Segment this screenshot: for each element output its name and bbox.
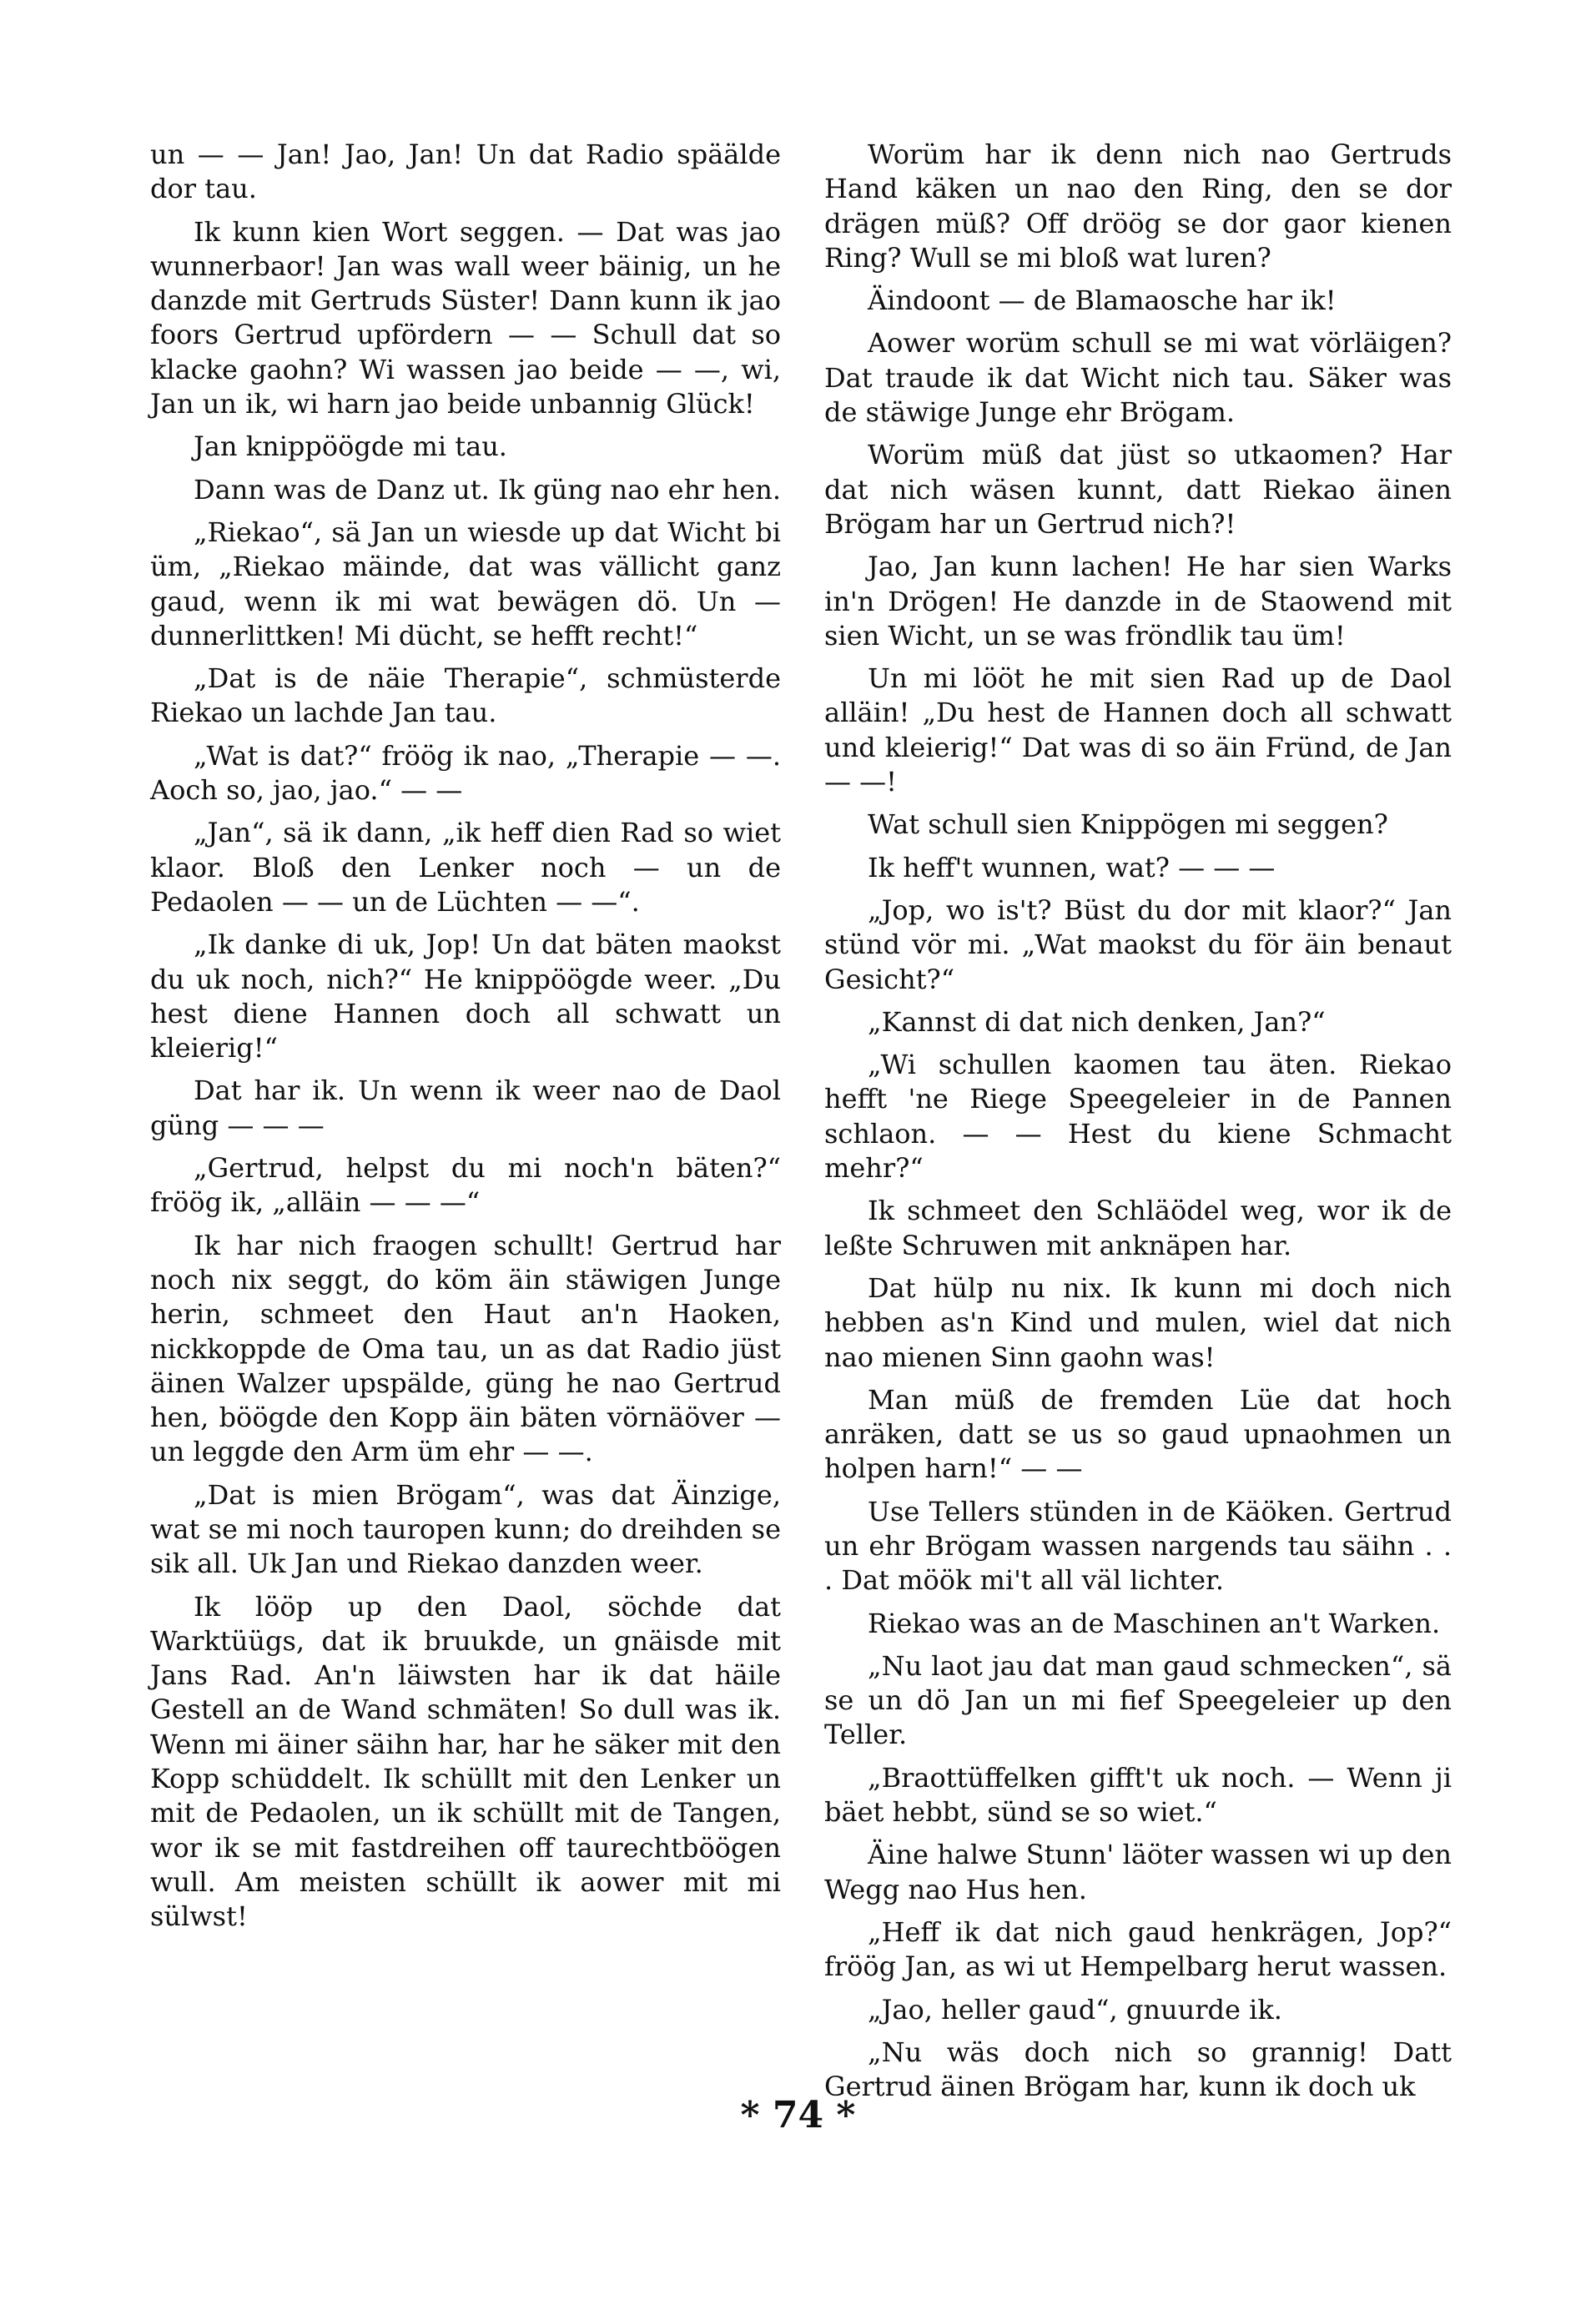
paragraph: Dat har ik. Un wenn ik weer nao de Daol güng — — — — [150, 1074, 781, 1141]
left-text-column — [150, 138, 781, 1943]
paragraph: Worüm har ik denn nich nao Gertruds Hand käken un nao den Ring, den se dor drägen müß? Off dröög se dor gaor kienen Ring? Wull se mi bloß wat luren? — [824, 138, 1452, 274]
paragraph: „Jop, wo is't? Büst du dor mit klaor?“ Jan stünd vör mi. „Wat maokst du för äin benaut Gesicht?“ — [824, 893, 1452, 995]
paragraph: „Nu wäs doch nich so grannig! Datt Gertrud äinen Brögam har, kunn ik doch uk — [824, 2036, 1452, 2103]
paragraph: „Nu laot jau dat man gaud schmecken“, sä se un dö Jan un mi fief Speegeleier up den Teller. — [824, 1649, 1452, 1751]
paragraph: „Heff ik dat nich gaud henkrägen, Jop?“ fröög Jan, as wi ut Hempelbarg herut wassen. — [824, 1915, 1452, 1983]
paragraph: Jao, Jan kunn lachen! He har sien Warks in'n Drögen! He danzde in de Staowend mit sien Wicht, un se was fröndlik tau üm! — [824, 551, 1452, 652]
paragraph: Riekao was an de Maschinen an't Warken. — [868, 1607, 1441, 1639]
paragraph: Jan knippöögde mi tau. — [194, 430, 507, 463]
paragraph: „Gertrud, helpst du mi noch'n bäten?“ fröög ik, „alläin — — —“ — [150, 1152, 781, 1219]
paragraph: Worüm müß dat jüst so utkaomen? Har dat nich wäsen kunnt, datt Riekao äinen Brögam har un Gertrud nich?! — [824, 439, 1452, 540]
paragraph: Un mi lööt he mit sien Rad up de Daol alläin! „Du hest de Hannen doch all schwatt und kleierig!“ Dat was di so äin Fründ, de Jan — —! — [824, 662, 1452, 798]
paragraph: „Braottüffelken gifft't uk noch. — Wenn ji bäet hebbt, sünd se so wiet.“ — [824, 1761, 1452, 1829]
paragraph: „Wat is dat?“ fröög ik nao, „Therapie — —. Aoch so, jao, jao.“ — — — [150, 739, 781, 807]
paragraph: Use Tellers stünden in de Käöken. Gertrud un ehr Brögam wassen nargends tau säihn . . . Dat möök mi't all väl lichter. — [824, 1495, 1452, 1597]
paragraph: Ik kunn kien Wort seggen. — Dat was jao wunnerbaor! Jan was wall weer bäinig, un he danzde mit Gertruds Süster! Dann kunn ik jao foors Gertrud upfördern — — Schull dat so klacke gaohn? Wi wassen jao beide — —, wi, Jan un ik, wi harn jao beide unbannig Glück! — [150, 215, 781, 420]
paragraph: un — — Jan! Jao, Jan! Un dat Radio späälde dor tau. — [150, 138, 781, 205]
paragraph: „Jan“, sä ik dann, „ik heff dien Rad so wiet klaor. Bloß den Lenker noch — un de Pedaolen — — un de Lüchten — —“. — [150, 817, 781, 918]
paragraph: Äindoont — de Blamaosche har ik! — [868, 284, 1337, 317]
paragraph: Ik schmeet den Schläödel weg, wor ik de leßte Schruwen mit anknäpen har. — [824, 1195, 1452, 1261]
paragraph: Wat schull sien Knippögen mi seggen? — [868, 808, 1388, 841]
paragraph: „Wi schullen kaomen tau äten. Riekao hefft 'ne Riege Speegeleier in de Pannen schlaon. — — Hest du kiene Schmacht mehr?“ — [824, 1049, 1452, 1185]
page-number: * 74 * — [740, 2094, 856, 2136]
paragraph: Aower worüm schull se mi wat vörläigen? Dat traude ik dat Wicht nich tau. Säker was de stäwige Junge ehr Brögam. — [824, 327, 1452, 429]
paragraph: „Dat is mien Brögam“, was dat Äinzige, wat se mi noch tauropen kunn; do dreihden se sik all. Uk Jan und Riekao danzden weer. — [150, 1478, 781, 1580]
right-text-column — [824, 138, 1452, 2112]
paragraph: „Dat is de näie Therapie“, schmüsterde Riekao un lachde Jan tau. — [150, 662, 781, 729]
paragraph: Dann was de Danz ut. Ik güng nao ehr hen. — [194, 473, 781, 506]
paragraph: Äine halwe Stunn' läöter wassen wi up den Wegg nao Hus hen. — [824, 1839, 1452, 1905]
paragraph: Man müß de fremden Lüe dat hoch anräken, datt se us so gaud upnaohmen un holpen harn!“ — — — [824, 1383, 1452, 1485]
paragraph: „Riekao“, sä Jan un wiesde up dat Wicht bi üm, „Riekao mäinde, dat was vällicht ganz gaud, wenn ik mi wat bewägen dö. Un — dunnerlittken! Mi dücht, se hefft recht!“ — [150, 516, 781, 652]
paragraph: Ik har nich fraogen schullt! Gertrud har noch nix seggt, do köm äin stäwigen Junge herin, schmeet den Haut an'n Haoken, nickkoppde de Oma tau, un as dat Radio jüst äinen Walzer upspälde, güng he nao Gertrud hen, böögde den Kopp äin bäten vörnäöver — un leggde den Arm üm ehr — —. — [150, 1229, 781, 1468]
paragraph: Ik heff't wunnen, wat? — — — — [868, 851, 1276, 883]
paragraph: Dat hülp nu nix. Ik kunn mi doch nich hebben as'n Kind und mulen, wiel dat nich nao mienen Sinn gaohn was! — [824, 1271, 1452, 1373]
paragraph: „Ik danke di uk, Jop! Un dat bäten maokst du uk noch, nich?“ He knippöögde weer. „Du hest diene Hannen doch all schwatt un kleierig!“ — [150, 929, 781, 1064]
paragraph: „Kannst di dat nich denken, Jan?“ — [868, 1005, 1326, 1038]
paragraph: „Jao, heller gaud“, gnuurde ik. — [868, 1993, 1282, 2026]
paragraph: Ik lööp up den Daol, söchde dat Warktüügs, dat ik bruukde, un gnäisde mit Jans Rad. An'n läiwsten har ik dat häile Gestell an de Wand schmäten! So dull was ik. Wenn mi äiner säihn har, har he säker mit den Kopp schüddelt. Ik schüllt mit den Lenker un mit de Pedaolen, un ik schüllt mit de Tangen, wor ik se mit fastdreihen off taurechtböögen wull. Am meisten schüllt ik aower mit mi sülwst! — [150, 1590, 781, 1933]
